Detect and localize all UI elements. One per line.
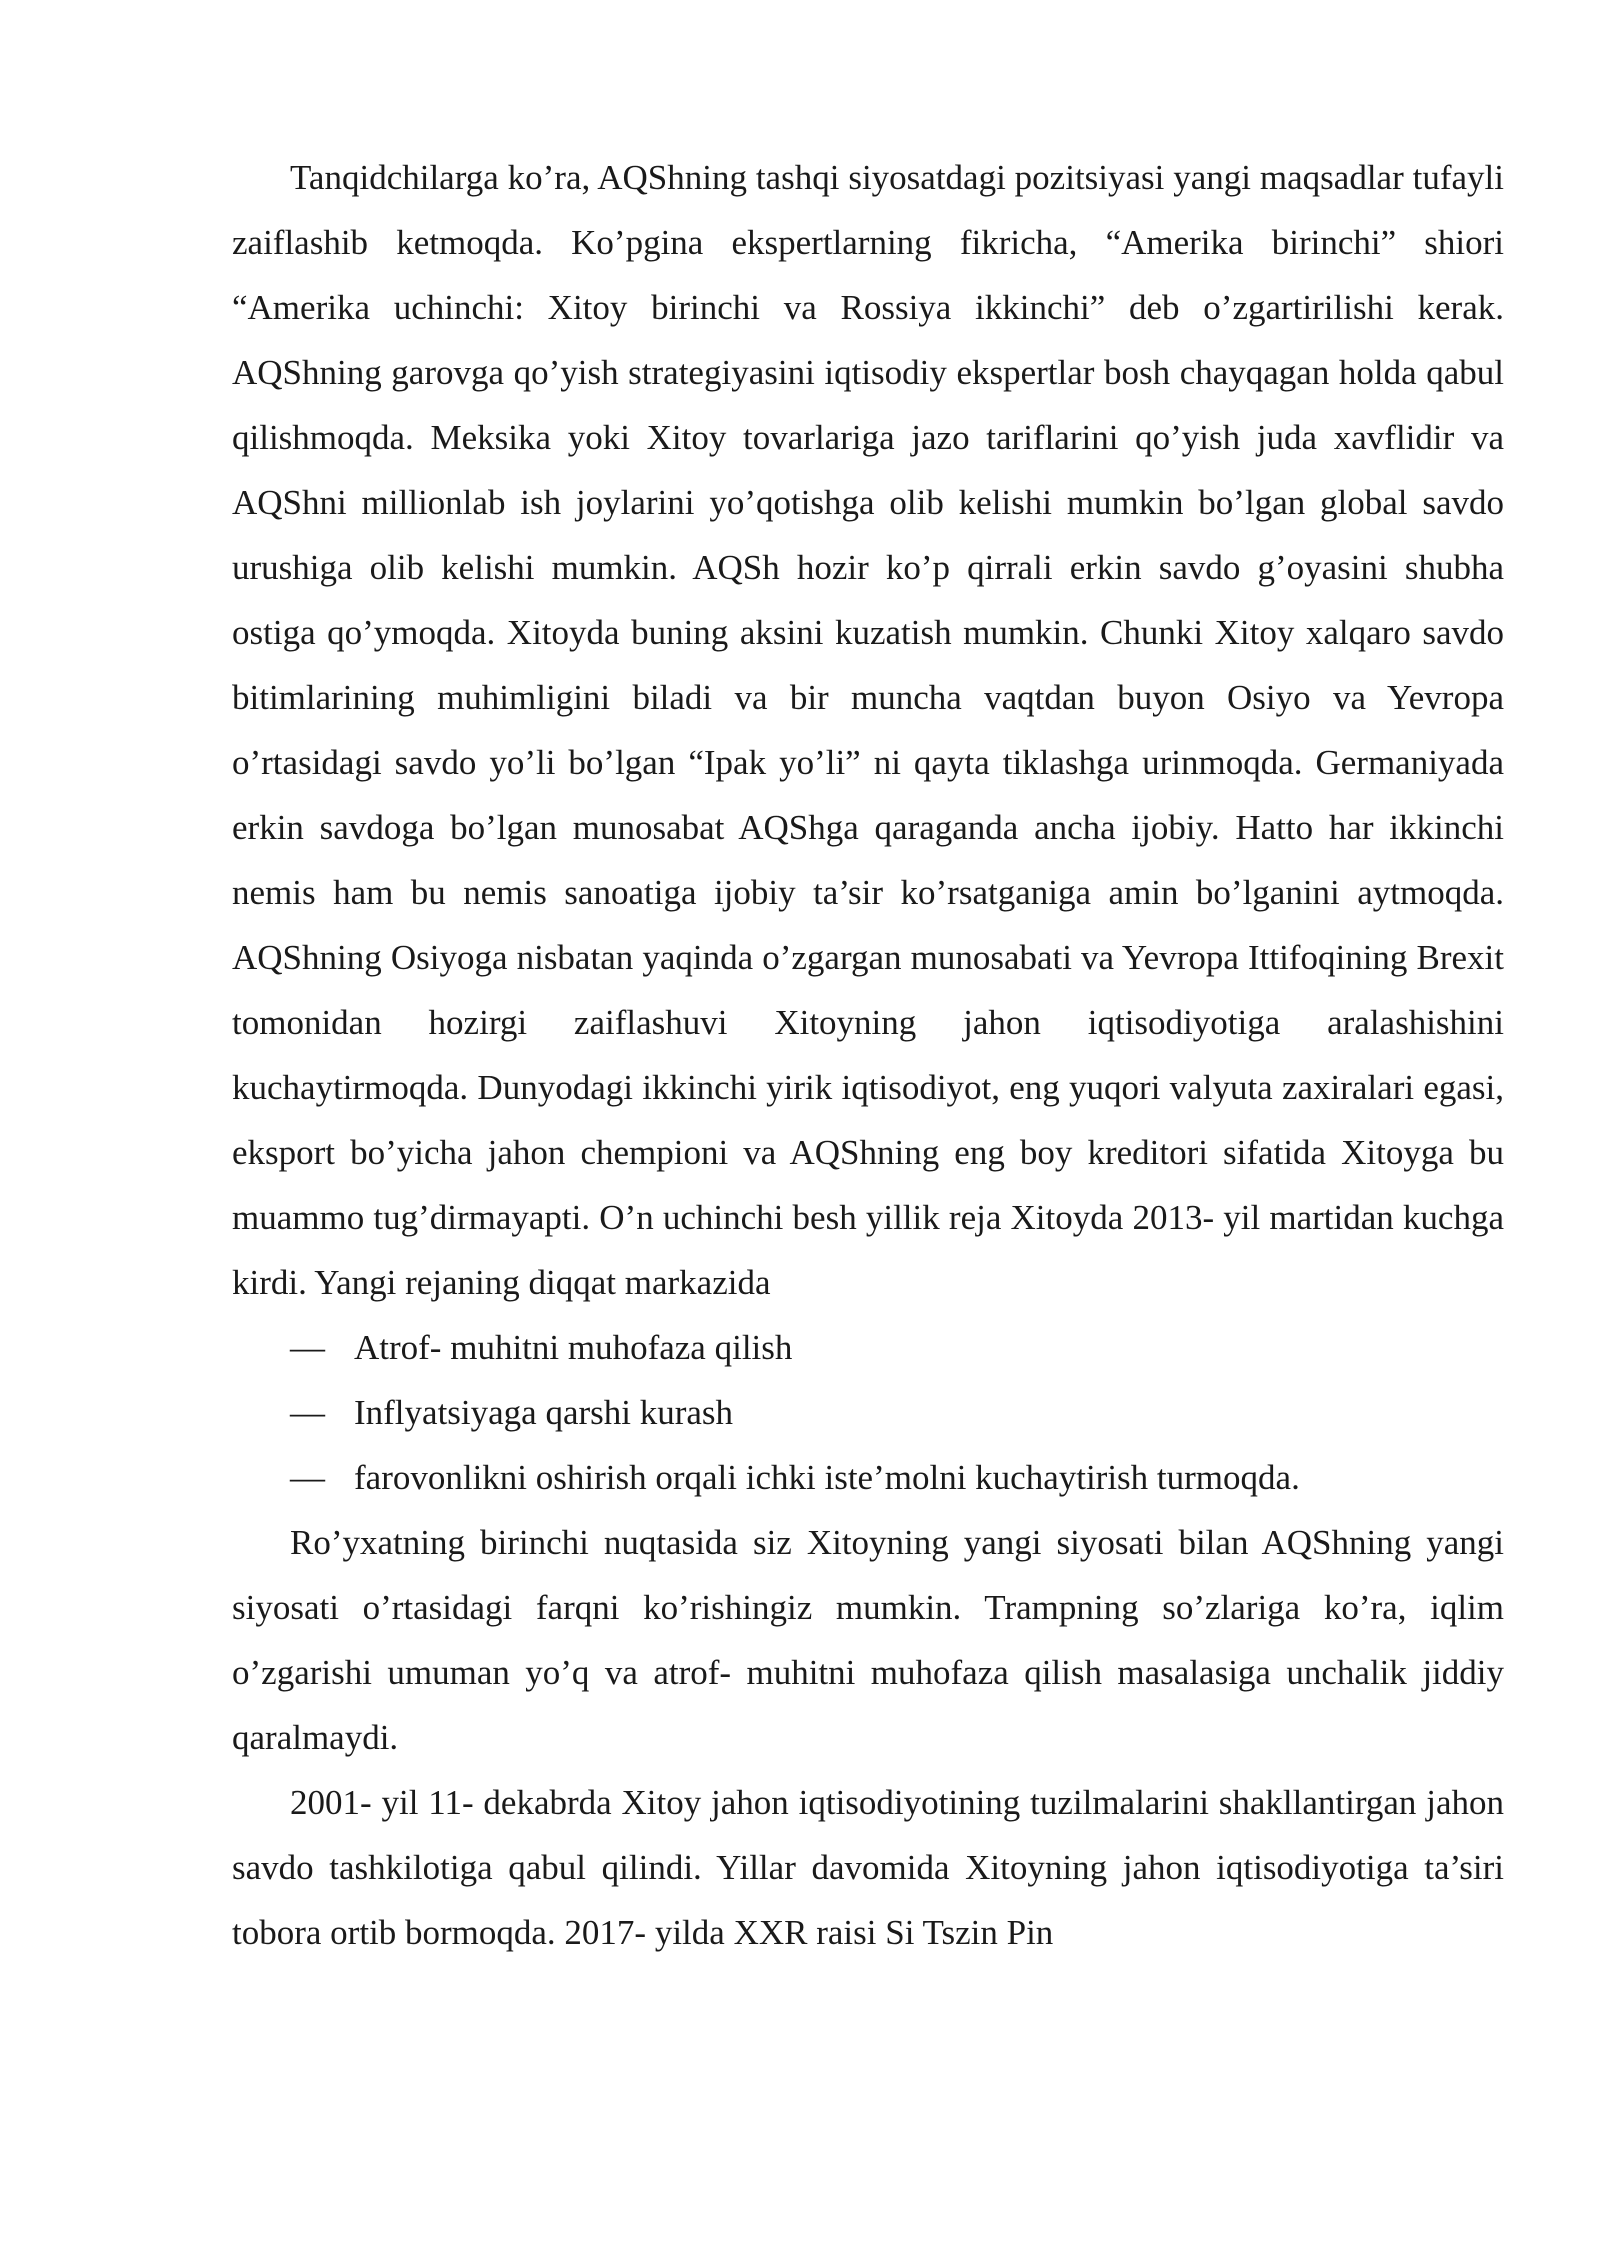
paragraph-3: 2001- yil 11- dekabrda Xitoy jahon iqtisodiyotining tuzilmalarini shakllantirgan jahon savdo tashkilotiga qabul qilindi. Yillar davomida Xitoyning jahon iqtisodiyotiga ta’siri tobora ortib bormoqda. 2017- yilda XXR raisi Si Tszin Pin <box>232 1783 1504 1952</box>
bullet-text: Atrof- muhitni muhofaza qilish <box>354 1328 793 1367</box>
list-item <box>232 1315 1504 1380</box>
bullet-text: farovonlikni oshirish orqali ichki iste’molni kuchaytirish turmoqda. <box>354 1458 1300 1497</box>
bullet-dash: — <box>290 1458 325 1497</box>
bullet-dash: — <box>290 1393 325 1432</box>
bullet-text: Inflyatsiyaga qarshi kurash <box>354 1393 734 1432</box>
bullet-list <box>232 1315 1504 1510</box>
bullet-dash: — <box>290 1328 325 1367</box>
document-page <box>232 145 1504 1965</box>
paragraph-2: Ro’yxatning birinchi nuqtasida siz Xitoyning yangi siyosati bilan AQShning yangi siyosati o’rtasidagi farqni ko’rishingiz mumkin. Trampning so’zlariga ko’ra, iqlim o’zgarishi umuman yo’q va atrof- muhitni muhofaza qilish masalasiga unchalik jiddiy qaralmaydi. <box>232 1523 1504 1757</box>
list-item <box>232 1445 1504 1510</box>
paragraph-1: Tanqidchilarga ko’ra, AQShning tashqi siyosatdagi pozitsiyasi yangi maqsadlar tufayli zaiflashib ketmoqda. Ko’pgina ekspertlarning fikricha, “Amerika birinchi” shiori “Amerika uchinchi: Xitoy birinchi va Rossiya ikkinchi” deb o’zgartirilishi kerak. AQShning garovga qo’yish strategiyasini iqtisodiy ekspertlar bosh chayqagan holda qabul qilishmoqda. Meksika yoki Xitoy tovarlariga jazo tariflarini qo’yish juda xavflidir va AQShni millionlab ish joylarini yo’qotishga olib kelishi mumkin bo’lgan global savdo urushiga olib kelishi mumkin. AQSh hozir ko’p qirrali erkin savdo g’oyasini shubha ostiga qo’ymoqda. Xitoyda buning aksini kuzatish mumkin. Chunki Xitoy xalqaro savdo bitimlarining muhimligini biladi va bir muncha vaqtdan buyon Osiyo va Yevropa o’rtasidagi savdo yo’li bo’lgan “Ipak yo’li” ni qayta tiklashga urinmoqda. Germaniyada erkin savdoga bo’lgan munosabat AQShga qaraganda ancha ijobiy. Hatto har ikkinchi nemis ham bu nemis sanoatiga ijobiy ta’sir ko’rsatganiga amin bo’lganini aytmoqda. AQShning Osiyoga nisbatan yaqinda o’zgargan munosabati va Yevropa Ittifoqining Brexit tomonidan hozirgi zaiflashuvi Xitoyning jahon iqtisodiyotiga aralashishini kuchaytirmoqda. Dunyodagi ikkinchi yirik iqtisodiyot, eng yuqori valyuta zaxiralari egasi, eksport bo’yicha jahon chempioni va AQShning eng boy kreditori sifatida Xitoyga bu muammo tug’dirmayapti. O’n uchinchi besh yillik reja Xitoyda 2013- yil martidan kuchga kirdi. Yangi rejaning diqqat markazida <box>232 158 1504 1302</box>
list-item <box>232 1380 1504 1445</box>
